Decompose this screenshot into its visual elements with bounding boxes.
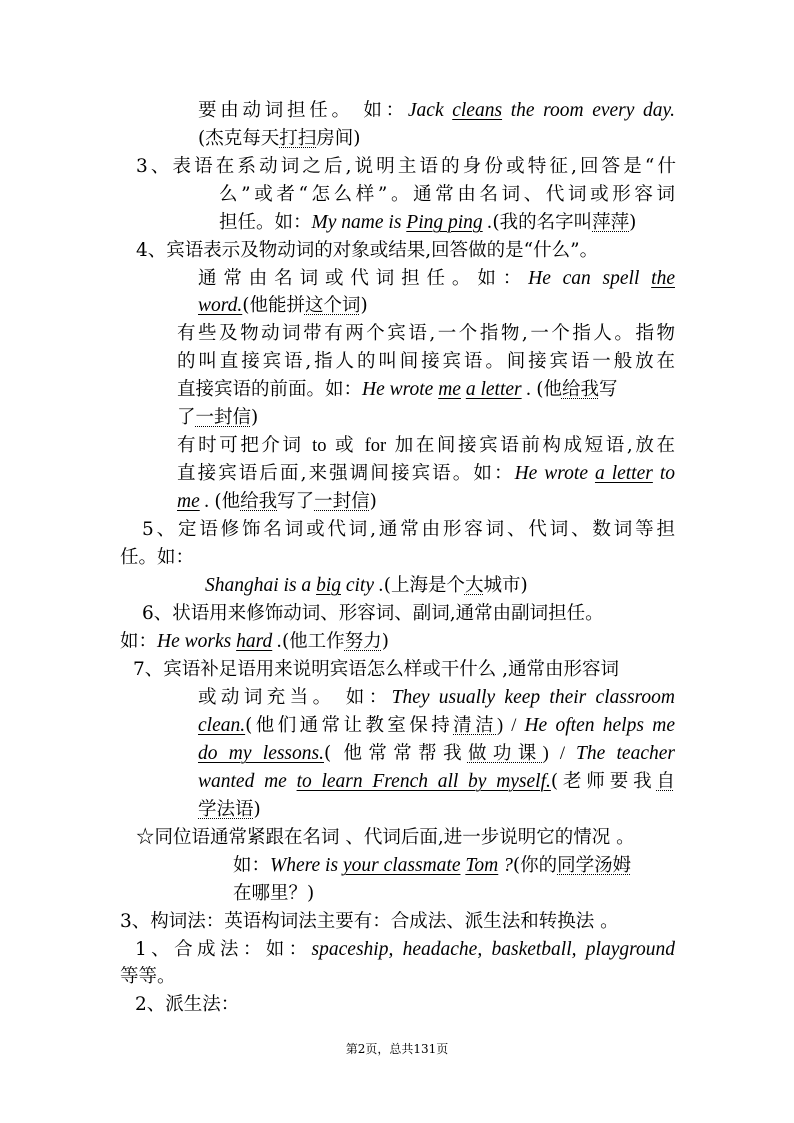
text-segment: (老师要我	[550, 771, 657, 792]
text-segment: 如：	[120, 631, 158, 652]
text-line	[198, 265, 675, 293]
text-line	[233, 880, 314, 908]
text-segment: ( 他常常帮我	[324, 743, 468, 764]
page-footer: 第2页，总共131页	[345, 1042, 449, 1056]
text-segment: ) /	[542, 744, 576, 764]
text-segment: 直接宾语后面,来强调间接宾语。如：	[177, 463, 515, 484]
underlined-phrase: clean.	[198, 715, 246, 736]
underlined-phrase: cleans	[452, 100, 503, 121]
underlined-phrase: Tom	[465, 855, 499, 876]
text-segment: 加在间接宾语前构成短语,放在	[386, 435, 676, 456]
dotted-underline-phrase: 学法语	[198, 799, 254, 820]
text-line	[136, 153, 676, 181]
text-segment: 任。如：	[120, 547, 195, 568]
text-line	[133, 656, 619, 684]
example-sentence: He wrote	[514, 463, 595, 484]
text-segment: 直接宾语的前面。如：	[177, 379, 363, 400]
text-line	[142, 600, 604, 628]
dotted-underline-phrase: 大	[464, 575, 484, 596]
text-segment: )	[360, 295, 368, 316]
text-line	[120, 544, 194, 572]
example-sentence: Where is	[270, 855, 343, 876]
dotted-underline-phrase: 一封信	[314, 491, 370, 512]
underlined-phrase: big	[316, 575, 341, 596]
dotted-underline-phrase: 这个词	[304, 295, 361, 316]
text-line	[198, 768, 675, 796]
text-line	[136, 237, 598, 265]
text-segment: 3、表语在系动词之后,说明主语的身份或特征,回答是“什	[136, 156, 676, 177]
text-line	[198, 684, 675, 712]
text-line	[177, 432, 675, 460]
dotted-underline-phrase: 努力	[344, 631, 382, 652]
underlined-phrase: a letter	[594, 463, 653, 484]
text-segment: 3、构词法：英语构词法主要有：合成法、派生法和转换法 。	[120, 911, 619, 932]
text-line	[142, 516, 675, 544]
underlined-phrase: me	[438, 379, 461, 400]
text-segment: 写了	[277, 491, 315, 512]
dotted-underline-phrase: 一封信	[195, 407, 252, 428]
example-sentence: ?	[498, 855, 513, 876]
example-sentence: The teacher	[576, 743, 675, 764]
text-line	[205, 572, 528, 600]
text-segment: )	[629, 212, 637, 233]
text-segment: 7、宾语补足语用来说明宾语怎么样或干什么 ,通常由形容词	[133, 659, 620, 680]
example-sentence: My name is	[311, 212, 407, 233]
text-line	[233, 852, 631, 880]
example-sentence: .	[272, 631, 282, 652]
dotted-underline-phrase: 打扫	[279, 128, 317, 149]
example-sentence: spaceship, headache, basketball, playground	[311, 939, 675, 960]
text-line	[198, 97, 675, 125]
text-line	[136, 824, 635, 852]
text-segment: 6、状语用来修饰动词、形容词、副词,通常由副词担任。	[142, 603, 604, 624]
text-segment: )	[369, 491, 377, 512]
text-segment: 房间)	[316, 128, 361, 149]
dotted-underline-phrase: 自	[656, 771, 675, 792]
text-segment: 写	[598, 379, 618, 400]
underlined-phrase: word.	[198, 295, 243, 316]
underlined-phrase: your classmate	[342, 855, 461, 876]
underlined-phrase: a letter	[465, 379, 522, 400]
underlined-phrase: do my lessons.	[198, 743, 324, 764]
text-line	[177, 348, 675, 376]
text-segment: for	[364, 436, 387, 456]
text-line	[198, 712, 675, 740]
text-segment: 的叫直接宾语,指人的叫间接宾语。间接宾语一般放在	[177, 351, 675, 372]
text-line	[120, 628, 389, 656]
text-segment: )	[251, 407, 259, 428]
text-line	[219, 209, 636, 237]
example-sentence: the room every day.	[502, 100, 675, 121]
text-segment: (他能拼	[242, 295, 305, 316]
text-line	[198, 796, 261, 824]
text-segment: (他工作	[281, 631, 345, 652]
text-segment: 担任。如：	[219, 212, 312, 233]
text-segment: (上海是个	[383, 575, 465, 596]
text-segment: 要由动词担任。 如：	[198, 100, 408, 121]
dotted-underline-phrase: 给我	[240, 491, 278, 512]
dotted-underline-phrase: 萍萍	[592, 212, 630, 233]
text-segment: )	[253, 799, 261, 820]
example-sentence: Jack	[407, 100, 453, 121]
text-segment: 或动词充当。 如：	[198, 687, 392, 708]
example-sentence: .	[521, 379, 537, 400]
text-segment: 4、宾语表示及物动词的对象或结果,回答做的是“什么”。	[136, 240, 599, 261]
text-segment: 5、定语修饰名词或代词,通常由形容词、代词、数词等担	[142, 519, 675, 540]
text-segment: 有时可把介词	[177, 435, 313, 456]
text-segment: 如：	[233, 855, 271, 876]
example-sentence: .	[482, 212, 493, 233]
text-segment: 有些及物动词带有两个宾语,一个指物,一个指人。指物	[177, 323, 675, 344]
text-segment: 或	[326, 435, 365, 456]
example-sentence: city .	[340, 575, 384, 596]
text-line	[198, 740, 675, 768]
example-sentence: He often helps me	[524, 715, 675, 736]
text-line	[120, 908, 619, 936]
text-line	[120, 963, 176, 991]
text-segment: (你的	[512, 855, 558, 876]
text-segment: 通常由名词或代词担任。如：	[198, 268, 529, 289]
example-sentence: He can spell	[528, 268, 652, 289]
underlined-phrase: me	[177, 491, 200, 512]
underlined-phrase: to learn French all by myself.	[296, 771, 551, 792]
underlined-phrase: Ping ping	[406, 212, 483, 233]
text-segment: 么”或者“怎么样”。通常由名词、代词或形容词	[219, 184, 675, 205]
dotted-underline-phrase: 做功课	[467, 743, 543, 764]
text-segment: (他	[536, 379, 562, 400]
dotted-underline-phrase: 给我	[561, 379, 599, 400]
text-segment: 等等。	[120, 966, 176, 987]
text-line	[177, 320, 675, 348]
underlined-phrase: hard	[236, 631, 273, 652]
text-line	[198, 292, 368, 320]
text-segment: (杰克每天	[198, 128, 280, 149]
example-sentence: He wrote	[362, 379, 439, 400]
text-line	[135, 991, 239, 1019]
example-sentence: Shanghai is a	[205, 575, 317, 596]
text-segment: )	[381, 631, 389, 652]
text-line	[198, 125, 360, 153]
underlined-phrase: the	[651, 268, 675, 289]
text-segment: (我的名字叫	[492, 212, 593, 233]
text-segment: 了	[177, 407, 196, 428]
example-sentence: to	[652, 463, 676, 484]
text-segment: 1、合成法：如：	[135, 939, 312, 960]
text-line	[219, 181, 675, 209]
text-line	[177, 460, 675, 488]
text-line	[177, 404, 258, 432]
example-sentence: He works	[157, 631, 237, 652]
text-segment: (他	[214, 491, 241, 512]
text-segment: (他们通常让教室保持	[245, 715, 454, 736]
text-segment: to	[312, 436, 327, 456]
dotted-underline-phrase: 同学汤姆	[557, 855, 632, 876]
text-segment: ) /	[497, 716, 525, 736]
dotted-underline-phrase: 清洁	[453, 715, 498, 736]
text-line	[177, 488, 377, 516]
text-segment: 城市)	[483, 575, 528, 596]
text-segment: 在哪里？)	[233, 883, 315, 904]
text-line	[135, 936, 675, 964]
text-segment: ☆同位语通常紧跟在名词 、代词后面,进一步说明它的情况 。	[136, 827, 635, 848]
example-sentence: They usually keep their classroom	[391, 687, 675, 708]
text-line	[177, 376, 617, 404]
text-segment: 2、派生法：	[135, 994, 240, 1015]
example-sentence: .	[199, 491, 215, 512]
example-sentence: wanted me	[198, 771, 297, 792]
